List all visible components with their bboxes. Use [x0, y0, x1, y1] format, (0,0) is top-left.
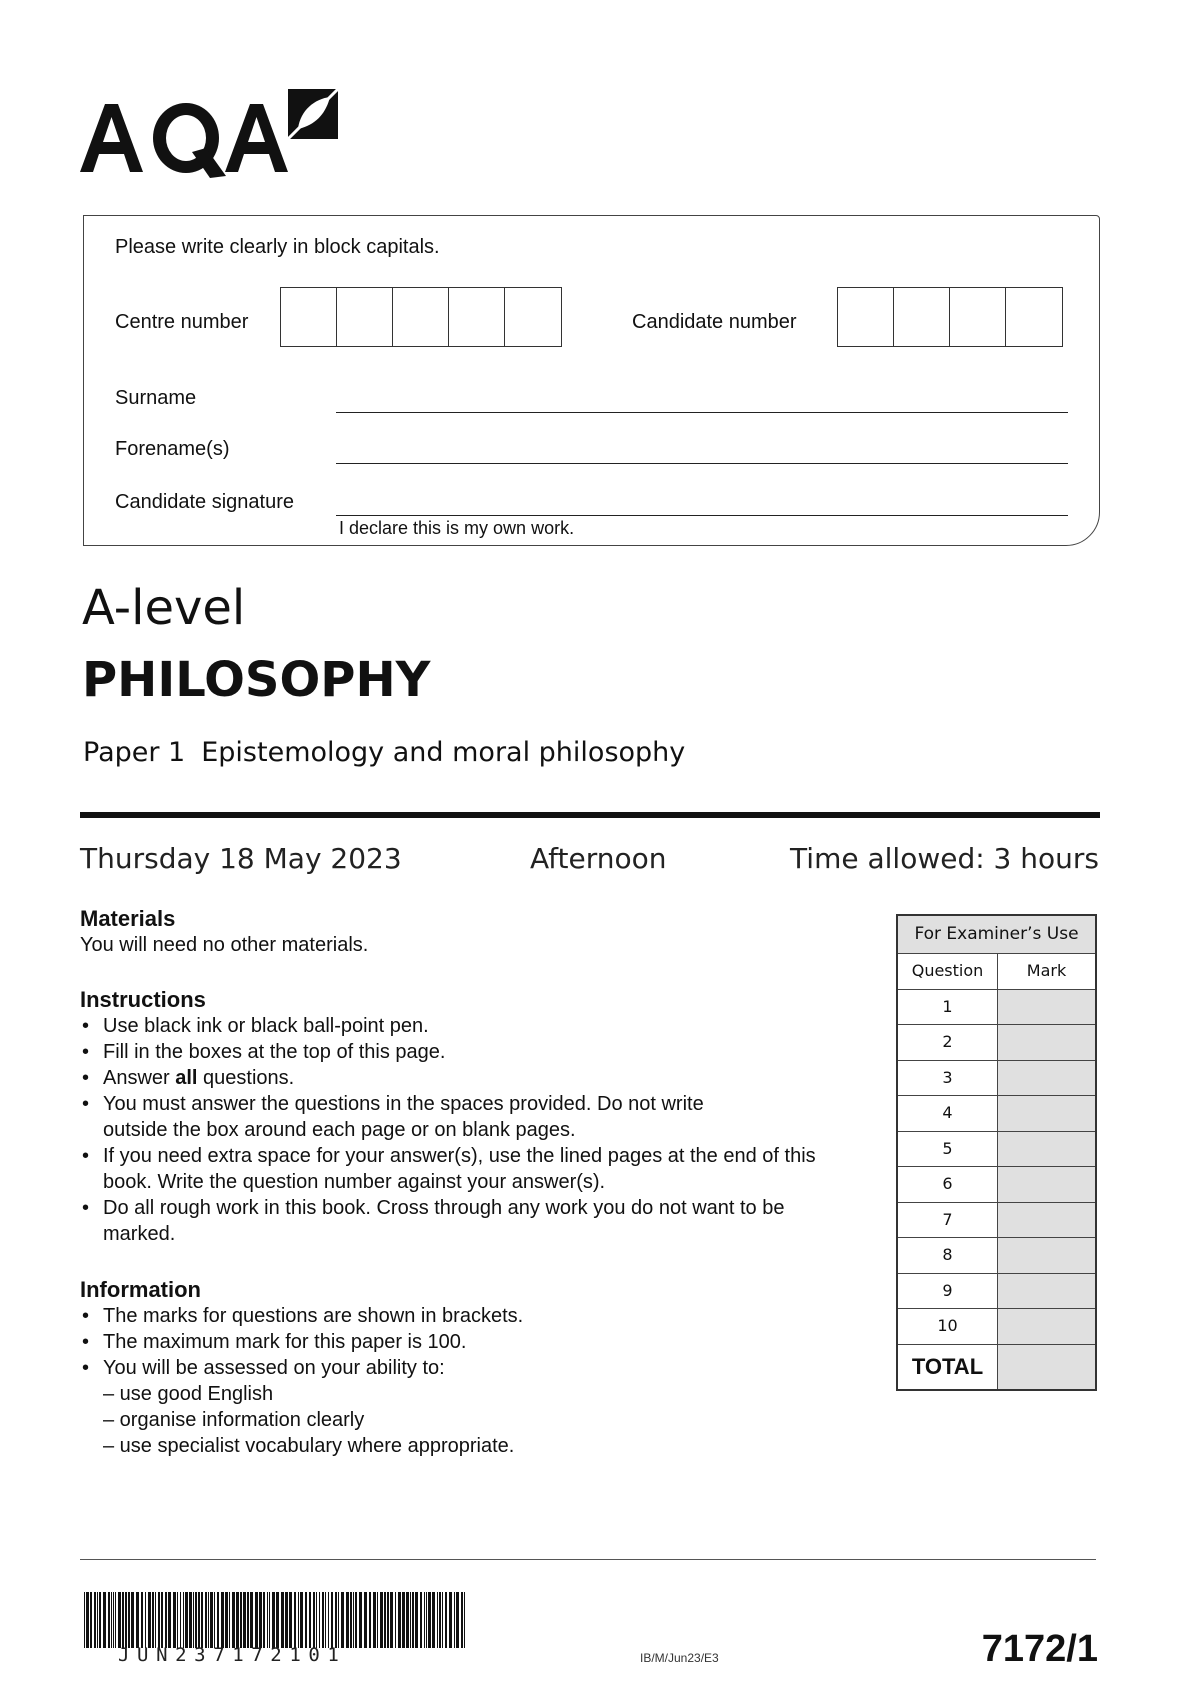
table-row [898, 1167, 1095, 1203]
barcode-bar [168, 1592, 171, 1648]
barcode-digits: JUN237172101 [118, 1644, 347, 1666]
barcode-bar [240, 1592, 242, 1648]
barcode-bar [210, 1592, 213, 1648]
barcode-bar [369, 1592, 371, 1648]
question-number: 4 [898, 1096, 998, 1131]
barcode-bar [118, 1592, 121, 1648]
barcode-bar [335, 1592, 337, 1648]
barcode-bar [300, 1592, 303, 1648]
instruction-item: • Fill in the boxes at the top of this page. [80, 1039, 870, 1065]
barcode-bar [380, 1592, 383, 1648]
barcode-bar [161, 1592, 163, 1648]
barcode-bar [115, 1592, 116, 1648]
materials-section [80, 906, 860, 958]
total-mark-cell [998, 1345, 1095, 1389]
barcode-bar [145, 1592, 146, 1648]
exam-date: Thursday 18 May 2023 [80, 842, 402, 875]
mark-cell [998, 1132, 1095, 1167]
mark-cell [998, 990, 1095, 1025]
centre-number-digit-box[interactable] [449, 288, 505, 346]
barcode-bar [420, 1592, 422, 1648]
barcode-bar [377, 1592, 378, 1648]
barcode-bar [331, 1592, 333, 1648]
information-item: • The marks for questions are shown in brackets. [80, 1303, 870, 1329]
instruction-item: • Do all rough work in this book. Cross through any work you do not want to be marked. [80, 1195, 833, 1247]
barcode-bar [99, 1592, 101, 1648]
instruction-item: • If you need extra space for your answer(s), use the lined pages at the end of this book. Write the question number against your answer(s). [80, 1143, 870, 1195]
barcode-bar [272, 1592, 275, 1648]
barcode-bar [276, 1592, 279, 1648]
question-number: 9 [898, 1274, 998, 1309]
question-number: 10 [898, 1309, 998, 1344]
aqa-leaf-icon [284, 85, 342, 143]
barcode-bar [180, 1592, 181, 1648]
barcode-bar [158, 1592, 160, 1648]
barcode-bar [243, 1592, 246, 1648]
barcode-bar [113, 1592, 114, 1648]
barcode-bar [236, 1592, 239, 1648]
materials-text: You will need no other materials. [80, 934, 369, 956]
candidate-number-digit-box[interactable] [838, 288, 894, 346]
question-number: 6 [898, 1167, 998, 1202]
barcode-bar [355, 1592, 357, 1648]
question-number: 3 [898, 1061, 998, 1096]
declaration-text: I declare this is my own work. [339, 518, 575, 538]
barcode-bar [125, 1592, 127, 1648]
table-row [898, 1309, 1095, 1345]
barcode-bar [461, 1592, 463, 1648]
barcode-bar [309, 1592, 311, 1648]
total-row [898, 1345, 1095, 1389]
barcode-bar [439, 1592, 441, 1648]
examiner-use-table [896, 914, 1097, 1391]
table-row [898, 1061, 1095, 1097]
table-row [898, 1025, 1095, 1061]
instruction-item: • Use black ink or black ball-point pen. [80, 1013, 870, 1039]
barcode-bar [201, 1592, 203, 1648]
question-number: 5 [898, 1132, 998, 1167]
barcode-bar [319, 1592, 320, 1648]
candidate-number-label: Candidate number [632, 311, 797, 333]
barcode-bar [141, 1592, 143, 1648]
assessment-criteria [80, 1381, 870, 1459]
barcode-bar [395, 1592, 396, 1648]
barcode-bar [263, 1592, 265, 1648]
barcode-bar [122, 1592, 124, 1648]
barcode-bar [84, 1592, 85, 1648]
barcode-bar [346, 1592, 349, 1648]
question-number: 8 [898, 1238, 998, 1273]
barcode-bar [406, 1592, 409, 1648]
barcode-bar [255, 1592, 258, 1648]
barcode-bar [108, 1592, 110, 1648]
barcode-bar [437, 1592, 438, 1648]
total-label: TOTAL [898, 1345, 998, 1389]
assessment-criterion: – use good English [103, 1383, 274, 1405]
centre-number-digit-box[interactable] [337, 288, 393, 346]
barcode-bar [177, 1592, 178, 1648]
instructions-heading: Instructions [80, 987, 206, 1012]
barcode-bar [424, 1592, 425, 1648]
barcode-bar [148, 1592, 151, 1648]
barcode-bar [221, 1592, 224, 1648]
barcode-bar [189, 1592, 192, 1648]
candidate-number-digit-box[interactable] [1006, 288, 1062, 346]
barcode-bar [269, 1592, 270, 1648]
barcode-bar [225, 1592, 228, 1648]
qualification-level: A-level [82, 580, 246, 636]
barcode-bar [103, 1592, 106, 1648]
barcode-bar [281, 1592, 284, 1648]
barcode-bar [390, 1592, 393, 1648]
barcode-bar [86, 1592, 89, 1648]
question-column-header: Question [898, 954, 998, 989]
barcode-bar [173, 1592, 176, 1648]
aqa-logo [80, 88, 340, 185]
barcode-bar [259, 1592, 262, 1648]
barcode-bar [449, 1592, 452, 1648]
question-number: 2 [898, 1025, 998, 1060]
mark-cell [998, 1238, 1095, 1273]
mark-cell [998, 1061, 1095, 1096]
paper-number: Paper 1 [83, 737, 186, 768]
barcode-bar [205, 1592, 207, 1648]
footer-divider [80, 1559, 1096, 1560]
barcode-bar [193, 1592, 194, 1648]
surname-label: Surname [115, 387, 197, 409]
forenames-label: Forename(s) [115, 438, 230, 460]
candidate-number-digit-box[interactable] [894, 288, 950, 346]
subject-title: PHILOSOPHY [82, 652, 431, 708]
mark-cell [998, 1203, 1095, 1238]
barcode-bar [415, 1592, 418, 1648]
forenames-field[interactable] [336, 463, 1068, 464]
barcode-bar [456, 1592, 459, 1648]
barcode-bar [402, 1592, 405, 1648]
barcode-bar [131, 1592, 134, 1648]
centre-number-digit-box[interactable] [393, 288, 449, 346]
title-divider [80, 812, 1100, 818]
centre-number-label: Centre number [115, 311, 249, 333]
barcode-bar [426, 1592, 427, 1648]
examiner-table-header-row [898, 954, 1095, 990]
mark-column-header: Mark [998, 954, 1095, 989]
barcode-bar [267, 1592, 268, 1648]
mark-cell [998, 1025, 1095, 1060]
table-row [898, 990, 1095, 1026]
table-row [898, 1274, 1095, 1310]
instructions-list [80, 1013, 870, 1247]
mark-cell [998, 1167, 1095, 1202]
barcode-bar [328, 1592, 329, 1648]
answer-all-pre: Answer [103, 1067, 176, 1089]
information-list [80, 1303, 870, 1381]
centre-number-field[interactable] [280, 287, 562, 347]
mark-cell [998, 1274, 1095, 1309]
barcode-bar [185, 1592, 188, 1648]
barcode-bar [325, 1592, 326, 1648]
paper-name: Epistemology and moral philosophy [201, 737, 686, 768]
information-item: • You will be assessed on your ability to: [80, 1355, 870, 1381]
barcode-bar [353, 1592, 354, 1648]
signature-field[interactable] [336, 515, 1068, 516]
barcode-bar [432, 1592, 435, 1648]
paper-code: 7172/1 [981, 1628, 1098, 1670]
assessment-criterion: – organise information clearly [103, 1409, 365, 1431]
barcode-bar [298, 1592, 299, 1648]
mark-cell [998, 1096, 1095, 1131]
barcode-bar [350, 1592, 352, 1648]
barcode-bar [454, 1592, 455, 1648]
table-row [898, 1203, 1095, 1239]
barcode-bar [285, 1592, 288, 1648]
barcode-bar [250, 1592, 253, 1648]
barcode-bar [229, 1592, 230, 1648]
barcode-bar [338, 1592, 339, 1648]
barcode-bar [152, 1592, 154, 1648]
centre-number-digit-box[interactable] [505, 288, 561, 346]
barcode-bar [313, 1592, 315, 1648]
barcode-bar [94, 1592, 96, 1648]
surname-field[interactable] [336, 412, 1068, 413]
barcode-bar [183, 1592, 184, 1648]
barcode-bar [398, 1592, 401, 1648]
barcode-bar [208, 1592, 209, 1648]
barcode-bar [428, 1592, 431, 1648]
answer-all-post: questions. [197, 1067, 295, 1089]
barcode-bar [387, 1592, 389, 1648]
barcode-bar [155, 1592, 156, 1648]
barcode-bar [247, 1592, 249, 1648]
barcode-bar [214, 1592, 215, 1648]
assessment-criterion: – use specialist vocabulary where appropriate. [103, 1435, 515, 1457]
barcode-bar [165, 1592, 167, 1648]
barcode-bar [322, 1592, 324, 1648]
information-heading: Information [80, 1277, 201, 1302]
mark-cell [998, 1309, 1095, 1344]
information-item: • The maximum mark for this paper is 100. [80, 1329, 870, 1355]
barcode-bar [412, 1592, 414, 1648]
paper-title [83, 737, 685, 768]
answer-all-emphasis: all [175, 1067, 198, 1089]
examiner-table-title: For Examiner’s Use [898, 916, 1095, 954]
time-allowed: Time allowed: 3 hours [790, 842, 1099, 875]
barcode-bar [111, 1592, 112, 1648]
barcode-bar [316, 1592, 317, 1648]
barcode-bar [232, 1592, 235, 1648]
barcode-bar [289, 1592, 292, 1648]
barcode-bar [217, 1592, 219, 1648]
barcode-bar [195, 1592, 197, 1648]
barcode [84, 1592, 470, 1648]
barcode-bar [294, 1592, 296, 1648]
barcode-bar [136, 1592, 139, 1648]
instruction-item: • You must answer the questions in the spaces provided. Do not write outside the box around each page or on blank pages. [80, 1091, 763, 1143]
block-capitals-instruction: Please write clearly in block capitals. [115, 236, 440, 258]
exam-session: Afternoon [530, 842, 667, 875]
table-row [898, 1096, 1095, 1132]
question-number: 1 [898, 990, 998, 1025]
candidate-details-box [83, 215, 1100, 546]
barcode-bar [445, 1592, 447, 1648]
table-row [898, 1132, 1095, 1168]
barcode-bar [464, 1592, 465, 1648]
barcode-bar [410, 1592, 411, 1648]
barcode-bar [384, 1592, 386, 1648]
signature-label: Candidate signature [115, 491, 295, 513]
instructions-section [80, 987, 870, 1247]
centre-number-digit-box[interactable] [281, 288, 337, 346]
barcode-bar [97, 1592, 98, 1648]
barcode-bar [364, 1592, 367, 1648]
instruction-item [80, 1065, 870, 1091]
barcode-bar [198, 1592, 200, 1648]
candidate-number-field[interactable] [837, 287, 1063, 347]
question-number: 7 [898, 1203, 998, 1238]
barcode-bar [90, 1592, 92, 1648]
barcode-bar [341, 1592, 344, 1648]
reference-code: IB/M/Jun23/E3 [640, 1651, 719, 1665]
barcode-bar [128, 1592, 130, 1648]
barcode-bar [359, 1592, 362, 1648]
candidate-number-digit-box[interactable] [950, 288, 1006, 346]
barcode-bar [373, 1592, 376, 1648]
materials-heading: Materials [80, 906, 176, 931]
barcode-bar [305, 1592, 307, 1648]
table-row [898, 1238, 1095, 1274]
information-section [80, 1277, 870, 1459]
barcode-bar [442, 1592, 443, 1648]
